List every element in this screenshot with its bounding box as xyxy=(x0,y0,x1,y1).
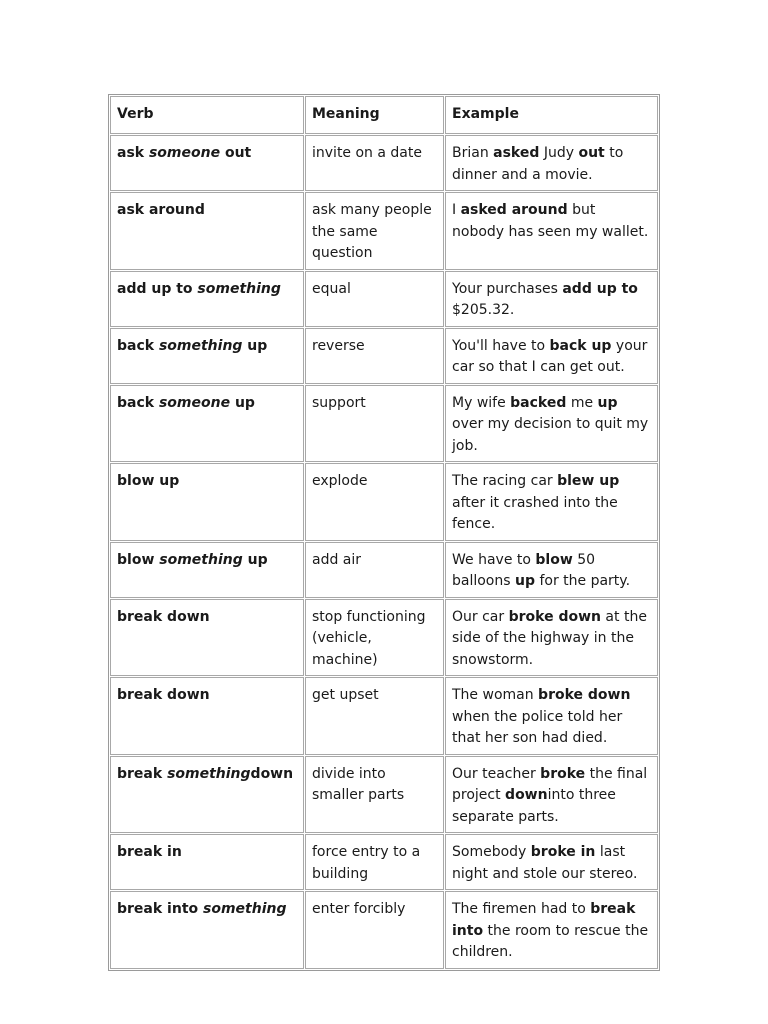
example-run: the final project xyxy=(452,765,648,803)
meaning-cell: stop functioning (vehicle, machine) xyxy=(305,599,444,677)
verb-run: break in xyxy=(117,844,182,860)
example-run: into three separate parts. xyxy=(452,787,616,825)
meaning-cell: equal xyxy=(305,271,444,327)
example-run: Our teacher xyxy=(452,765,541,782)
example-run: back up xyxy=(549,337,612,354)
phrasal-verbs-table xyxy=(108,94,660,971)
verb-run: back xyxy=(117,394,159,411)
example-cell xyxy=(445,542,658,598)
example-run: blow xyxy=(535,551,573,568)
table-row xyxy=(110,891,658,969)
meaning-cell: enter forcibly xyxy=(305,891,444,969)
table-header-row xyxy=(110,96,658,134)
example-run: You'll have to xyxy=(452,337,550,354)
verb-cell xyxy=(110,834,304,890)
table-row xyxy=(110,599,658,677)
verb-run: up xyxy=(230,394,255,411)
example-run: broke in xyxy=(530,844,596,860)
example-run: Our car xyxy=(452,608,509,625)
example-cell xyxy=(445,834,658,890)
example-cell xyxy=(445,677,658,755)
verb-cell xyxy=(110,891,304,969)
example-cell xyxy=(445,192,658,270)
verb-run: someone xyxy=(158,394,231,411)
example-run: but nobody has seen my wallet. xyxy=(452,202,649,240)
example-run: My wife xyxy=(452,394,511,411)
example-run: Your purchases xyxy=(452,280,563,297)
table-row xyxy=(110,463,658,541)
verb-cell xyxy=(110,135,304,191)
example-run: me xyxy=(566,394,598,411)
verb-cell xyxy=(110,271,304,327)
verb-cell xyxy=(110,756,304,834)
example-cell xyxy=(445,135,658,191)
verb-run: break down xyxy=(117,608,210,625)
phrasal-verbs-document xyxy=(108,94,660,971)
meaning-cell: support xyxy=(305,385,444,463)
example-run: for the party. xyxy=(535,573,631,589)
table-row xyxy=(110,385,658,463)
verb-run: out xyxy=(220,145,252,161)
example-run: the room to rescue the children. xyxy=(452,922,649,960)
example-run: break into xyxy=(452,901,636,939)
verb-cell xyxy=(110,328,304,384)
example-run: broke down xyxy=(538,687,631,703)
example-run: The racing car xyxy=(452,473,558,489)
verb-run: break xyxy=(117,765,168,782)
example-cell xyxy=(445,599,658,677)
example-cell xyxy=(445,271,658,327)
verb-run: up xyxy=(242,551,268,568)
example-run: broke down xyxy=(508,608,601,625)
meaning-cell: force entry to a building xyxy=(305,834,444,890)
verb-cell xyxy=(110,542,304,598)
example-run: to dinner and a movie. xyxy=(452,145,624,183)
table-row xyxy=(110,756,658,834)
example-run: 50 balloons xyxy=(452,551,596,589)
example-run: up xyxy=(515,573,535,589)
example-run: blew up xyxy=(557,473,620,489)
example-run: The woman xyxy=(452,687,539,703)
example-run: The firemen had to xyxy=(452,901,591,917)
verb-run: something xyxy=(167,765,251,782)
example-run: down xyxy=(505,787,548,803)
verb-cell xyxy=(110,677,304,755)
table-row xyxy=(110,271,658,327)
meaning-cell: get upset xyxy=(305,677,444,755)
example-run: Judy xyxy=(539,145,579,161)
verb-run: something xyxy=(159,551,243,568)
example-run: up xyxy=(597,394,618,411)
verb-run: down xyxy=(250,765,294,782)
verb-run: blow up xyxy=(117,473,180,489)
verb-run: someone xyxy=(148,145,221,161)
table-row xyxy=(110,542,658,598)
header-verb: Verb xyxy=(110,96,304,134)
verb-run: ask around xyxy=(117,202,205,218)
example-run: when the police told her that her son had died. xyxy=(452,708,623,746)
example-run: at the side of the highway in the snowstorm. xyxy=(452,608,647,668)
example-run: add up to xyxy=(562,280,638,297)
verb-cell xyxy=(110,385,304,463)
header-example: Example xyxy=(445,96,658,134)
meaning-cell: explode xyxy=(305,463,444,541)
table-body xyxy=(110,96,658,969)
example-run: out xyxy=(578,145,605,161)
verb-run: something xyxy=(203,901,287,917)
table-row xyxy=(110,328,658,384)
verb-cell xyxy=(110,599,304,677)
verb-cell xyxy=(110,463,304,541)
table-row xyxy=(110,834,658,890)
verb-run: add up to xyxy=(117,280,198,297)
example-run: $205.32. xyxy=(452,302,515,318)
verb-run: break into xyxy=(117,901,204,917)
verb-run: something xyxy=(197,280,281,297)
header-meaning: Meaning xyxy=(305,96,444,134)
example-run: your car so that I can get out. xyxy=(452,337,648,375)
example-run: backed xyxy=(510,394,567,411)
table-row xyxy=(110,192,658,270)
meaning-cell: invite on a date xyxy=(305,135,444,191)
example-run: Somebody xyxy=(452,844,531,860)
example-run: broke xyxy=(540,765,586,782)
example-run: asked xyxy=(493,145,540,161)
example-run: last night and stole our stereo. xyxy=(452,844,638,882)
verb-run: ask xyxy=(117,145,149,161)
example-run: asked around xyxy=(460,202,568,218)
meaning-cell: ask many people the same question xyxy=(305,192,444,270)
example-run: We have to xyxy=(452,551,536,568)
table-row xyxy=(110,135,658,191)
example-run: after it crashed into the fence. xyxy=(452,494,618,532)
table-row xyxy=(110,677,658,755)
meaning-cell: add air xyxy=(305,542,444,598)
example-run: Brian xyxy=(452,145,494,161)
example-cell xyxy=(445,385,658,463)
verb-run: break down xyxy=(117,687,210,703)
example-cell xyxy=(445,328,658,384)
verb-cell xyxy=(110,192,304,270)
verb-run: something xyxy=(158,337,243,354)
example-cell xyxy=(445,891,658,969)
example-cell xyxy=(445,756,658,834)
example-run: I xyxy=(452,202,461,218)
verb-run: back xyxy=(117,337,159,354)
meaning-cell: divide into smaller parts xyxy=(305,756,444,834)
example-cell xyxy=(445,463,658,541)
example-run: over my decision to quit my job. xyxy=(452,416,649,454)
meaning-cell: reverse xyxy=(305,328,444,384)
verb-run: up xyxy=(242,337,268,354)
verb-run: blow xyxy=(117,551,160,568)
